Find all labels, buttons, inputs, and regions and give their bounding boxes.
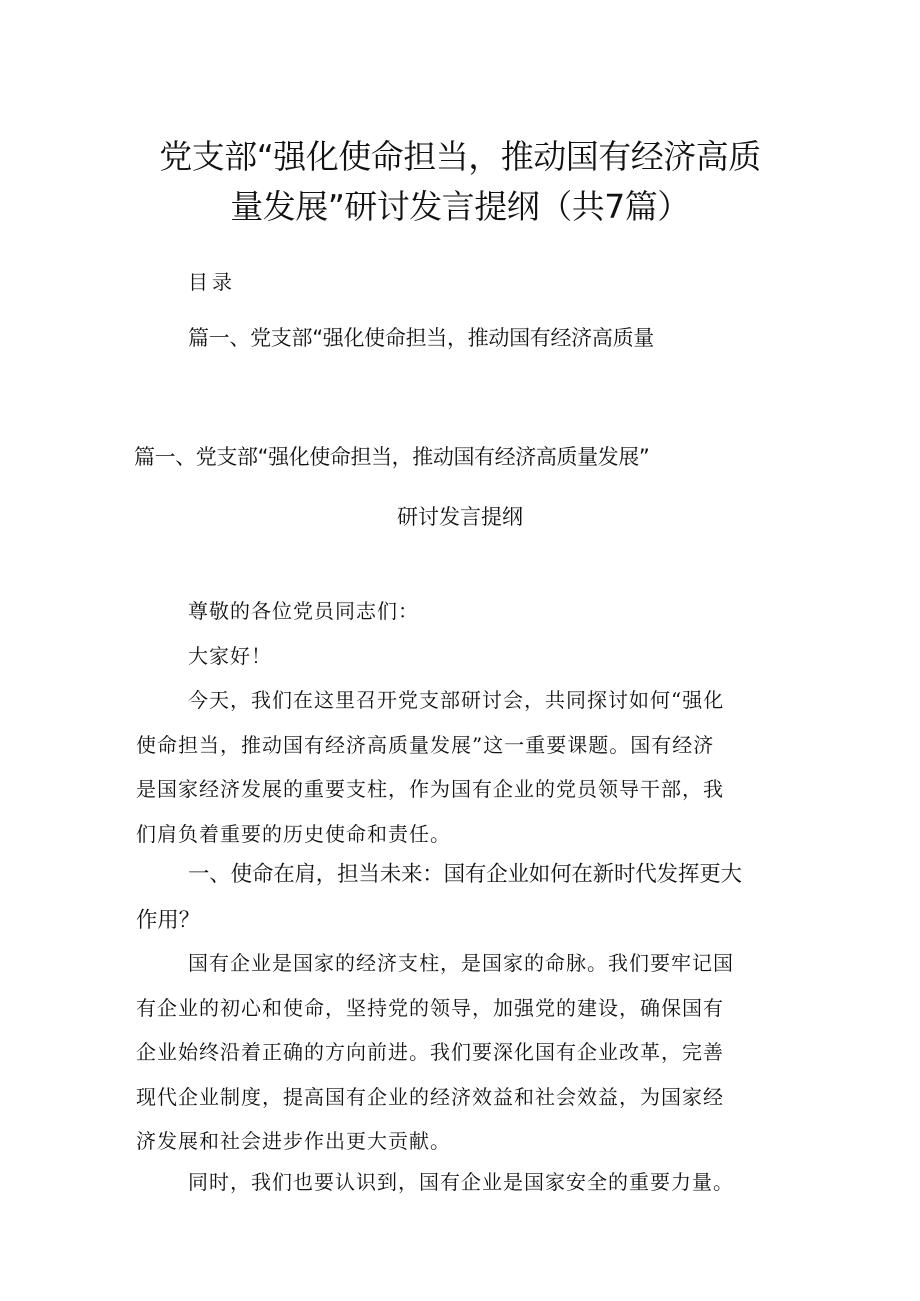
greeting-text: 大家好！ [188, 644, 272, 668]
toc-item-1[interactable]: 篇一、党支部“强化使命担当，推动国有经济高质量 [188, 326, 654, 350]
section-title-line-1: 篇一、党支部“强化使命担当，推动国有经济高质量发展” [134, 445, 650, 469]
section-heading-one [136, 852, 796, 944]
intro-paragraph [136, 678, 788, 856]
intro-line: 是国家经济发展的重要支柱，作为国有企业的党员领导干部，我 [136, 777, 724, 801]
last-paragraph [136, 1160, 788, 1205]
greeting [136, 634, 840, 679]
body-line: 国有企业是国家的经济支柱，是国家的命脉。我们要牢记国 [188, 951, 734, 975]
document-title-line-1: 党支部“强化使命担当，推动国有经济高质 [159, 137, 761, 176]
toc-heading: 目录 [188, 270, 236, 294]
section-title-line-2: 研讨发言提纲 [397, 505, 523, 529]
document-title [110, 132, 810, 232]
salutation [136, 589, 840, 634]
body-line: 现代企业制度，提高国有企业的经济效益和社会效益，为国家经 [136, 1084, 724, 1109]
intro-line: 今天，我们在这里召开党支部研讨会，共同探讨如何“强化 [188, 688, 725, 712]
intro-line: 们肩负着重要的历史使命和责任。 [136, 821, 451, 846]
body-paragraph [136, 941, 788, 1164]
section-heading-one-line: 作用？ [136, 908, 200, 933]
document-title-line-2: 量发展”研讨发言提纲（共7篇） [230, 187, 690, 226]
section-heading-one-line: 一、使命在肩，担当未来：国有企业如何在新时代发挥更大 [188, 862, 742, 887]
body-line: 企业始终沿着正确的方向前进。我们要深化国有企业改革，完善 [136, 1040, 724, 1064]
salutation-text: 尊敬的各位党员同志们： [188, 599, 419, 623]
body-line: 有企业的初心和使命，坚持党的领导，加强党的建设，确保国有 [136, 995, 724, 1020]
body-line: 济发展和社会进步作出更大贡献。 [136, 1129, 451, 1153]
last-paragraph-line: 同时，我们也要认识到，国有企业是国家安全的重要力量。 [188, 1170, 734, 1194]
intro-line: 使命担当，推动国有经济高质量发展”这一重要课题。国有经济 [136, 732, 715, 757]
